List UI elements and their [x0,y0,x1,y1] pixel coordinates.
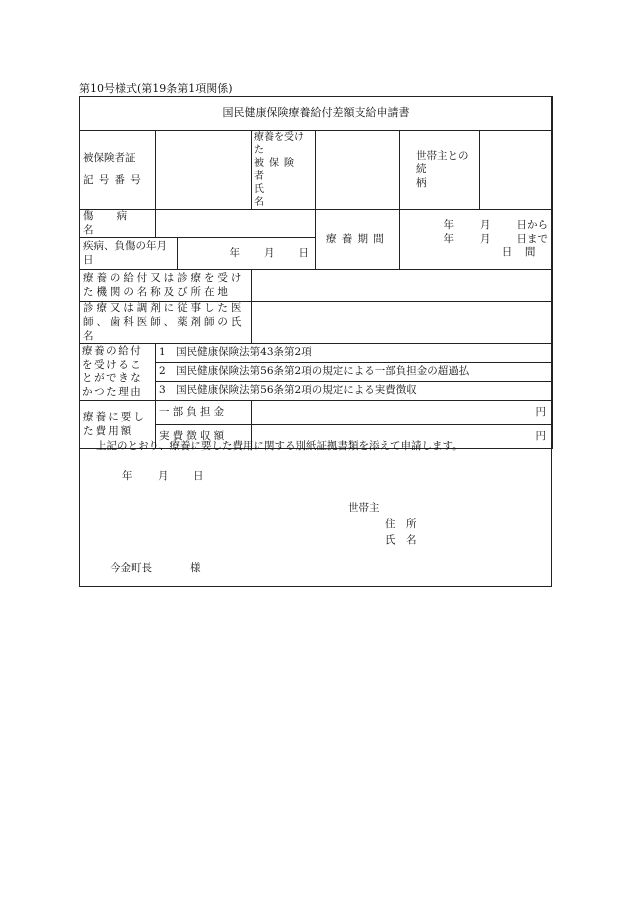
head-l1: 世帯主との [416,149,469,162]
period-d1: 日から [516,219,548,232]
period-label: 療養期間 [316,210,400,270]
reason-1[interactable]: 1 国民健康保険法第43条第2項 [156,344,553,363]
institution-label: 療養の給付又は診療を受けた機関の名称及び所在地 [80,270,252,302]
form-table [79,96,553,449]
treated-person-label [252,131,316,210]
head-relation-value[interactable] [480,131,553,210]
onset-label: 疾病、負傷の年月日 [80,238,178,270]
period-days: 日間 [501,246,548,259]
insured-cert-text: 被保険者証 [83,152,136,165]
reason-label: 療養の給付を受けることができなかつた理由 [80,344,156,401]
institution-value[interactable] [252,270,553,302]
onset-y: 年 [229,246,240,259]
period-y1: 年 [443,219,454,232]
declaration-section [80,422,551,587]
insured-cert-value[interactable] [156,131,252,210]
period-d2: 日まで [516,232,548,245]
reason-2[interactable]: 2 国民健康保険法第56条第2項の規定による一部負担金の超過払 [156,363,553,382]
decl-day: 日 [193,470,204,482]
addressee: 今金町長 [110,562,152,574]
disease-value[interactable] [156,210,316,238]
copay-yen: 円 [535,405,546,418]
treated-person-value[interactable] [316,131,400,210]
decl-month: 月 [158,470,169,482]
treated-l1: 療養を受けた [254,132,304,156]
record-no-text: 記号番号 [83,174,146,186]
copay-label: 一部負担金 [156,401,252,425]
address-label: 住 所 [385,518,417,530]
form-number: 第10号様式(第19条第1項関係) [79,82,233,95]
doctor-label: 診療又は調剤に従事した医師、歯科医師、薬剤師の氏名 [80,302,252,344]
actual-yen: 円 [535,429,546,442]
treated-l3: 氏名 [254,184,300,208]
period-y2: 年 [443,232,454,245]
head-relation-label [400,131,480,210]
cost-label: 療養に要した費用額 [80,401,156,449]
decl-year: 年 [122,470,133,482]
doctor-value[interactable] [252,302,553,344]
head-l2: 続柄 [416,163,448,189]
period-m2: 月 [480,232,491,245]
period-m1: 月 [480,219,491,232]
form-title: 国民健康保険療養給付差額支給申請書 [80,97,553,131]
onset-d: 日 [298,246,309,259]
onset-m: 月 [264,246,275,259]
disease-label: 傷病名 [80,210,156,238]
declaration-text: 上記のとおり、療養に要した費用に関する別紙証拠書類を添えて申請します。 [96,440,463,452]
insured-cert-label [80,131,156,210]
onset-date-value[interactable] [178,238,316,270]
addressee-sama: 様 [190,562,201,574]
householder-label: 世帯主 [348,502,380,514]
actual-label: 実費徴収額 [156,425,252,449]
name-label: 氏 名 [385,534,417,546]
period-value[interactable] [400,210,553,270]
application-form [79,96,552,587]
reason-3[interactable]: 3 国民健康保険法第56条第2項の規定による実費徴収 [156,382,553,401]
treated-l2: 被保険者 [254,158,299,182]
